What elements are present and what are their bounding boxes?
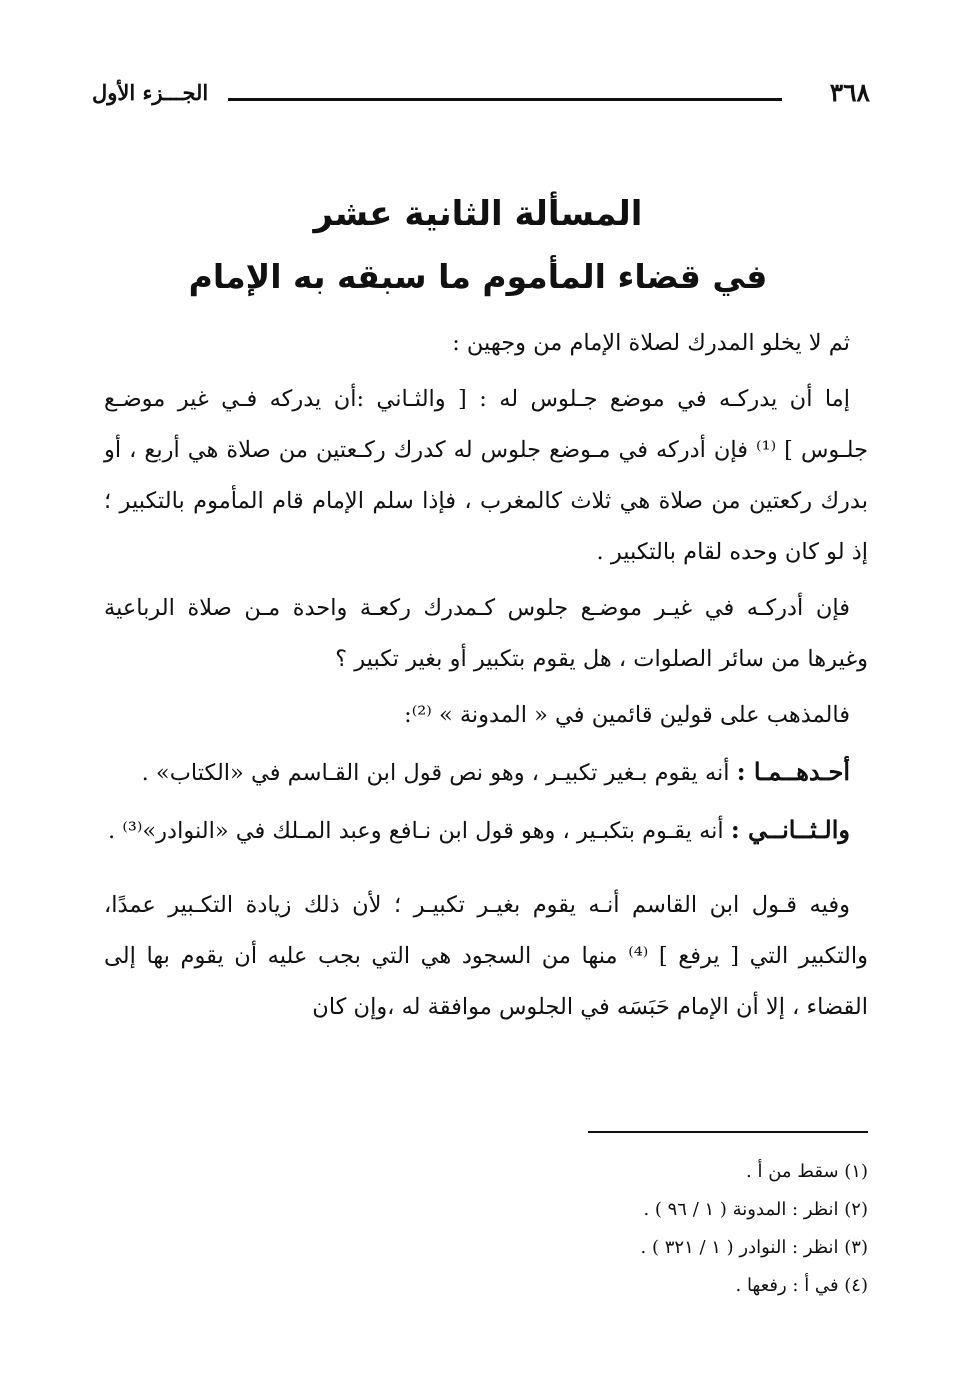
footnote-3: (٣) انظر : النوادر ( ١ / ٣٢١ ) . xyxy=(640,1237,868,1258)
section-title: المسألة الثانية عشر xyxy=(313,194,643,234)
paragraph-second-opinion xyxy=(104,804,868,857)
footnote-2: (٢) انظر : المدونة ( ١ / ٩٦ ) . xyxy=(643,1199,868,1220)
section-subtitle: في قضاء المأموم ما سبقه به الإمام xyxy=(188,257,768,296)
page-number: ٣٦٨ xyxy=(829,78,870,107)
paragraph-discussion: وفيه قـول ابن القاسم أنـه يقوم بغيـر تكبيـر ؛ لأن ذلك زيادة التكـبير عمدًا، والتكبير التي [ يرفع ] ⁽⁴⁾ منها من السجود هي التي بجب عليه أن يقوم بها إلى القضاء ، إلا أن الإمام حَبَسَه في الجلوس موافقة له ،وإن كان xyxy=(104,892,868,1020)
paragraph-first-opinion xyxy=(104,746,868,799)
paragraph-question: فإن أدركـه في غيـر موضـع جلوس كـمدرك ركعـة واحدة مـن صلاة الرباعية وغيرها من سائر الصلوات ، هل يقوم بتكبير أو بغير تكبير ؟ xyxy=(104,595,868,672)
footnote-rule xyxy=(588,1131,868,1133)
second-opinion-text: أنه يقـوم بتكبـير ، وهو قول ابن نـافع وعبد المـلك في «النوادر»⁽³⁾ . xyxy=(108,818,731,844)
paragraph-spacer xyxy=(104,862,868,880)
part-label: الجـــزء الأول xyxy=(92,80,209,105)
second-opinion-label: والـثــانــي : xyxy=(730,815,850,844)
footnote-4: (٤) في أ : رفعها . xyxy=(735,1275,868,1296)
first-opinion-text: أنه يقوم بـغير تكبيـر ، وهو نص قول ابن القـاسم في «الكتاب» . xyxy=(141,760,737,786)
first-opinion-label: أحـدهــمـا : xyxy=(736,757,850,786)
paragraph-cases: إما أن يدركـه في موضع جـلوس له : [ والثـاني :أن يدركه فـي غير موضـع جلـوس ] ⁽¹⁾ فإن أدركه في مـوضع جلوس له كدرك ركـعتين من صلاة هي أربع ، أو بدرك ركعتين من صلاة هي ثلاث كالمغرب ، فإذا سلم الإمام قام المأموم بالتكبير ؛ إذ لو كان وحده لقام بالتكبير . xyxy=(104,386,868,565)
body-text xyxy=(104,318,868,1038)
paragraph-madhhab: فالمذهب على قولين قائمين في « المدونة » ⁽²⁾: xyxy=(404,702,850,728)
footnotes xyxy=(300,1153,868,1305)
footnote-1: (١) سقط من أ . xyxy=(746,1161,868,1182)
paragraph-intro: ثم لا يخلو المدرك لصلاة الإمام من وجهين : xyxy=(452,330,850,356)
header-rule xyxy=(228,98,782,101)
running-header xyxy=(92,74,870,114)
